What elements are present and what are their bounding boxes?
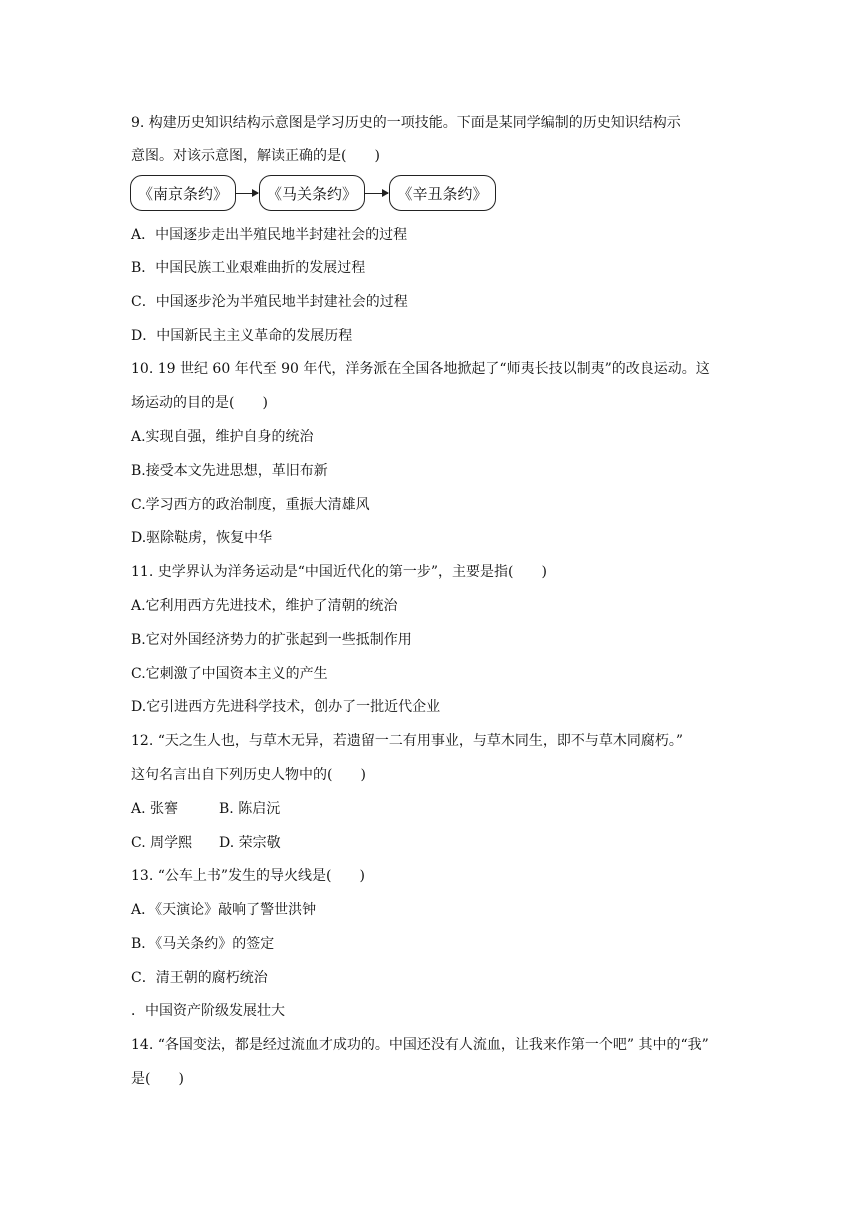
q14-stem-line1: 14. “各国变法，都是经过流血才成功的。中国还没有人流血，让我来作第一个吧” 其中的“我” xyxy=(131,1037,709,1053)
q10-stem-line1: 10. 19 世纪 60 年代至 90 年代，洋务派在全国各地掀起了“师夷长技以制夷”的改良运动。这 xyxy=(131,361,710,377)
q9-option-a: A．中国逐步走出半殖民地半封建社会的过程 xyxy=(131,227,408,243)
flow-arrow-icon xyxy=(365,193,388,194)
q12-stem-line2: 这句名言出自下列历史人物中的( ) xyxy=(131,767,366,783)
q9-stem-line2: 意图。对该示意图，解读正确的是( ) xyxy=(131,148,380,164)
q14-stem-line2: 是( ) xyxy=(131,1071,184,1087)
q12-options-row2 xyxy=(131,833,281,853)
flow-arrow-icon xyxy=(236,193,258,194)
q10-stem-line2: 场运动的目的是( ) xyxy=(131,395,268,411)
q12-options-row1 xyxy=(131,799,281,819)
q9-option-c: C．中国逐步沦为半殖民地半封建社会的过程 xyxy=(131,294,408,310)
q13-option-b: B．《马关条约》的签定 xyxy=(131,936,275,952)
q10-option-b: B.接受本文先进思想，革旧布新 xyxy=(131,463,328,479)
q9-option-d: D．中国新民主主义革命的发展历程 xyxy=(131,328,353,344)
q12-stem-line1: 12. “天之生人也，与草木无异，若遗留一二有用事业，与草木同生，即不与草木同腐朽。” xyxy=(131,733,684,749)
q11-option-a: A.它利用西方先进技术，维护了清朝的统治 xyxy=(131,598,398,614)
q13-option-a: A．《天演论》敲响了警世洪钟 xyxy=(131,902,317,918)
q13-option-c: C．清王朝的腐朽统治 xyxy=(131,970,268,986)
q9-option-b: B．中国民族工业艰难曲折的发展过程 xyxy=(131,260,366,276)
q11-option-d: D.它引进西方先进科学技术，创办了一批近代企业 xyxy=(131,699,441,715)
q10-option-d: D.驱除鞑虏，恢复中华 xyxy=(131,530,273,546)
q12-option-b: B. 陈启沅 xyxy=(219,801,281,817)
q13-stem: 13. “公车上书”发生的导火线是( ) xyxy=(131,868,365,884)
q13-option-d: ．中国资产阶级发展壮大 xyxy=(131,1003,285,1019)
q12-option-c: C. 周学熙 xyxy=(131,835,193,851)
q11-option-c: C.它刺激了中国资本主义的产生 xyxy=(131,666,328,682)
q11-option-b: B.它对外国经济势力的扩张起到一些抵制作用 xyxy=(131,632,412,648)
q12-option-a: A. 张謇 xyxy=(131,801,179,817)
treaty-flow-diagram xyxy=(130,175,510,213)
flow-box-boxer-protocol: 《辛丑条约》 xyxy=(389,175,496,211)
q9-stem-line1: 9. 构建历史知识结构示意图是学习历史的一项技能。下面是某同学编制的历史知识结构示 xyxy=(131,115,681,131)
q10-option-a: A.实现自强，维护自身的统治 xyxy=(131,429,314,445)
flow-box-nanjing-treaty: 《南京条约》 xyxy=(130,175,236,211)
q10-option-c: C.学习西方的政治制度，重振大清雄风 xyxy=(131,497,370,513)
q11-stem: 11. 史学界认为洋务运动是“中国近代化的第一步”，主要是指( ) xyxy=(131,564,547,580)
q12-option-d: D. 荣宗敬 xyxy=(219,835,281,851)
flow-box-shimonoseki-treaty: 《马关条约》 xyxy=(259,175,365,211)
